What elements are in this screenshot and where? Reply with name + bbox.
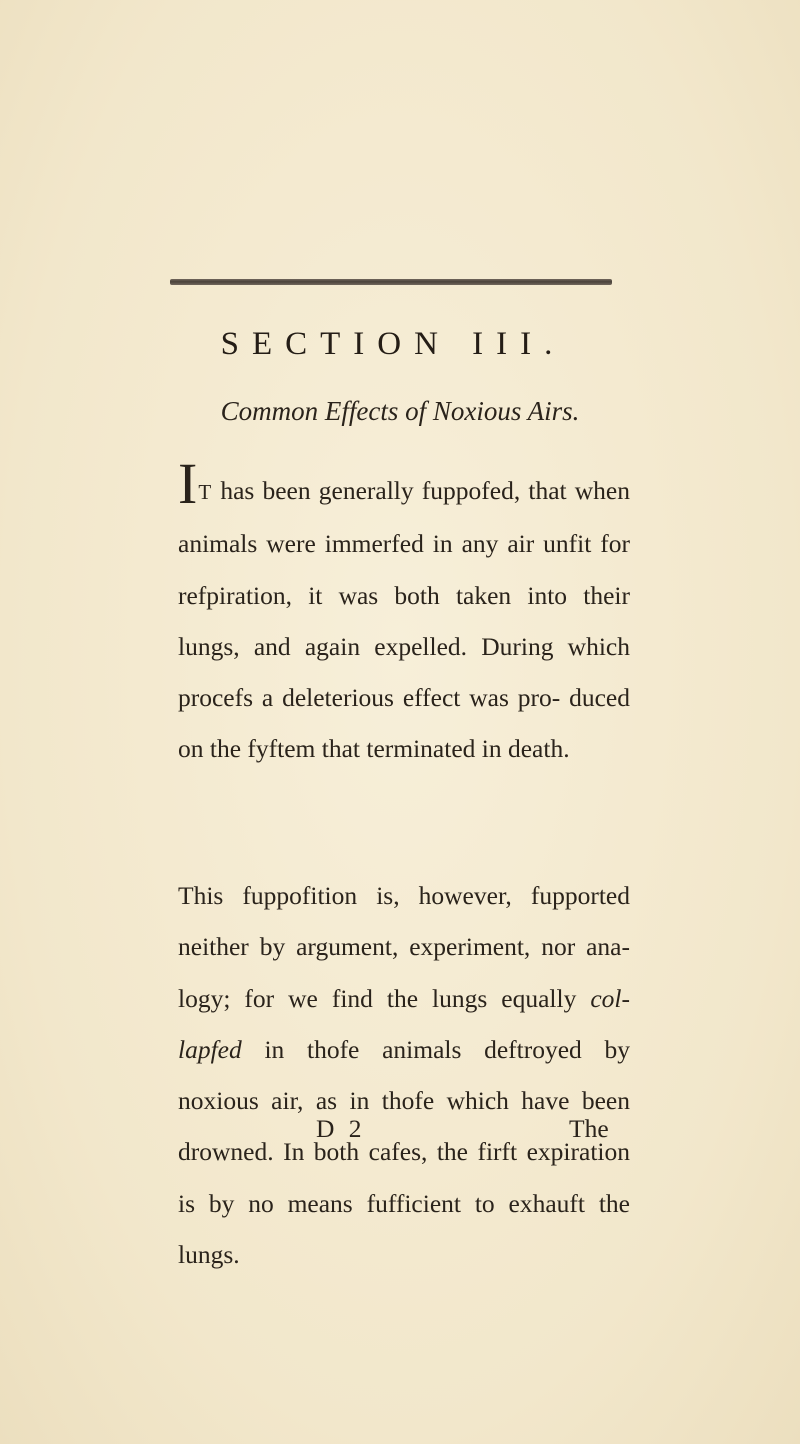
catchword: The — [569, 1114, 609, 1143]
paragraph-1-text: has been generally fuppofed, that when animals were immerfed in any air unfit for refpiration, it was both taken into their lungs, and again expelled. During which procefs a deleterious effect was pro- duced on the fyftem that terminated in death. — [178, 476, 630, 764]
paragraph-2-text-before: This fuppofition is, however, fupported neither by argument, experiment, nor ana- logy; for we find the lungs equally — [178, 881, 630, 1013]
drop-cap-initial: I — [178, 451, 198, 516]
section-subtitle: Common Effects of Noxious Airs. — [220, 396, 580, 426]
paragraph-2 — [178, 870, 630, 1280]
paragraph-2-text-after: in thofe animals deftroyed by noxious air, as in thofe which have been drowned. In both cafes, the firft expiration is by no means fufficient to exhauft the lungs. — [178, 1034, 630, 1270]
italic-word: col- lapfed — [178, 983, 630, 1064]
signature-mark: D 2 — [316, 1114, 366, 1143]
small-cap-letter: T — [198, 480, 213, 504]
section-heading: SECTION III. — [220, 326, 566, 362]
paragraph-1 — [178, 451, 630, 775]
header-rule — [170, 279, 612, 285]
